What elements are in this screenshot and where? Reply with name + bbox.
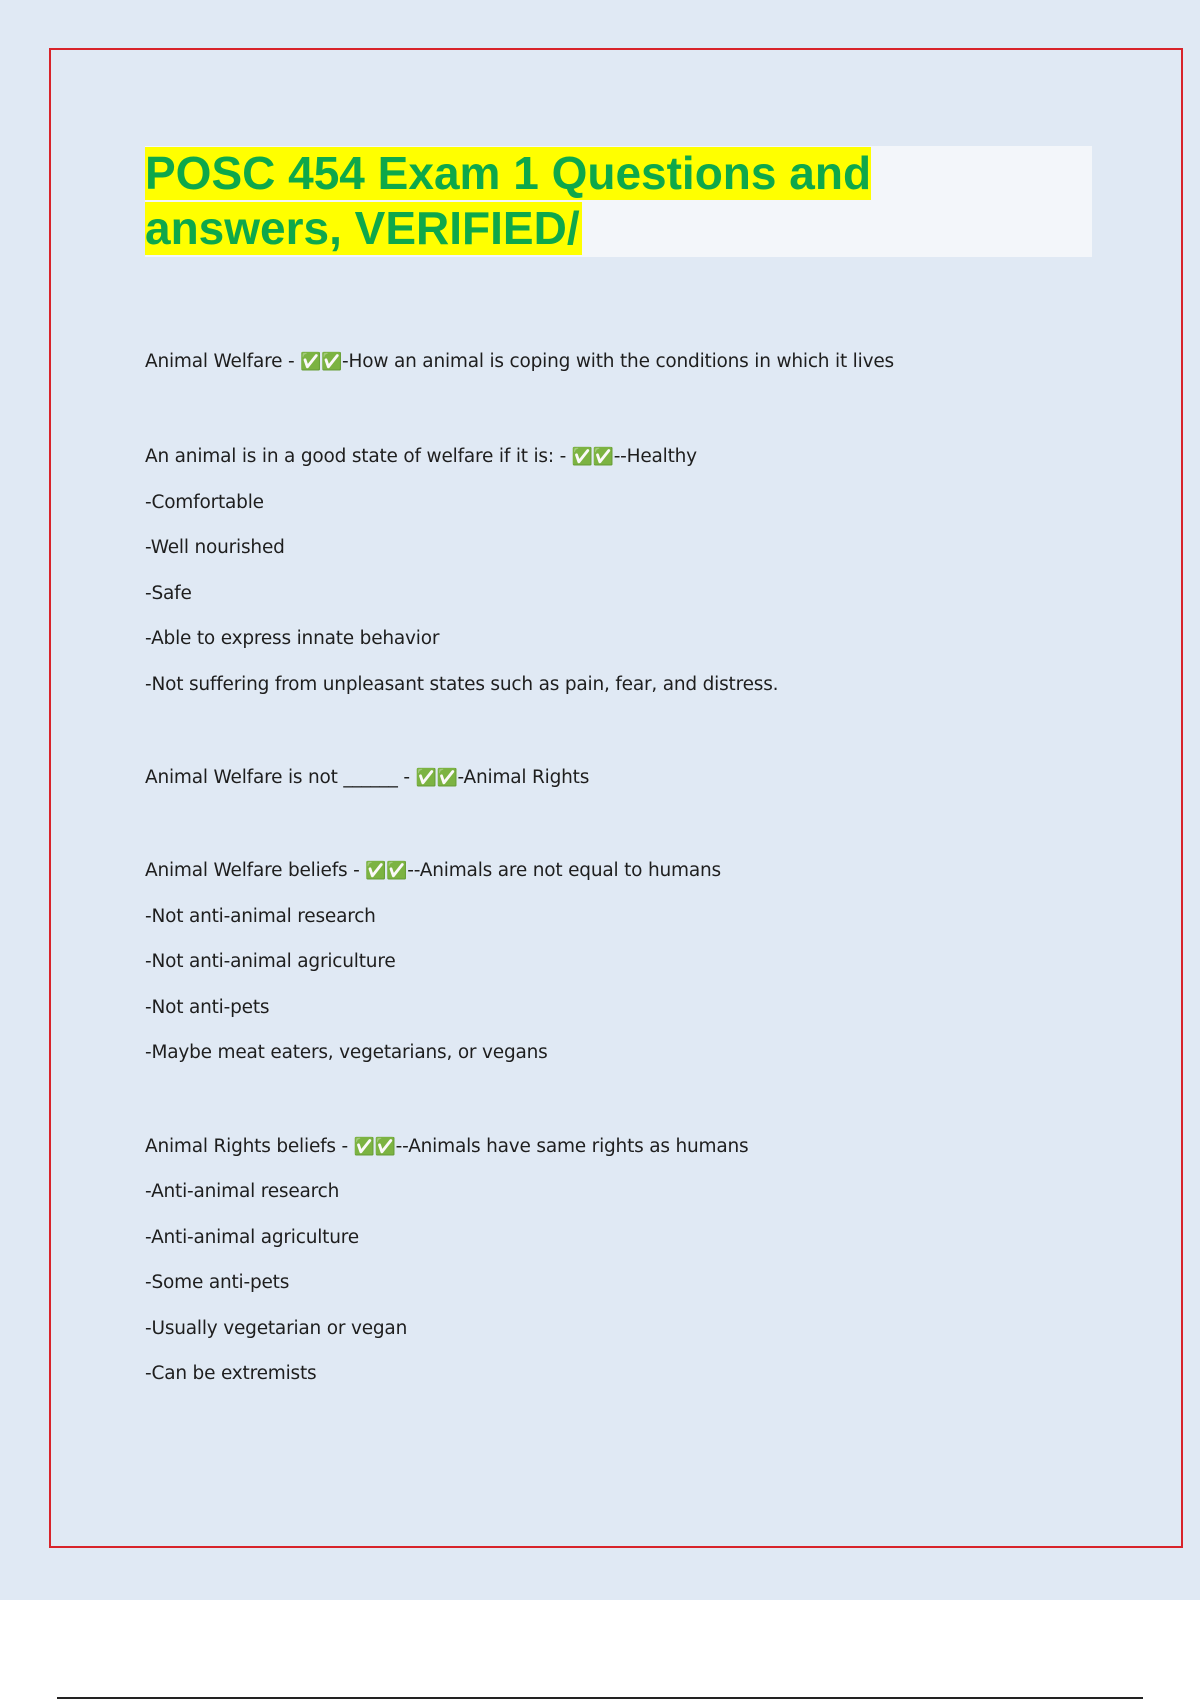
list-item: -Not suffering from unpleasant states such as pain, fear, and distress. — [145, 674, 779, 695]
list-item: -Able to express innate behavior — [145, 628, 440, 649]
entry-answer: -Animal Rights — [457, 767, 590, 788]
entry-term: An animal is in a good state of welfare if it is: - — [145, 446, 572, 467]
double-check-icon: ✅✅ — [365, 861, 408, 881]
entry-answer: -How an animal is coping with the conditions in which it lives — [342, 351, 894, 372]
document-title — [145, 146, 975, 256]
list-item: -Not anti-animal research — [145, 906, 376, 927]
entry-term: Animal Welfare - — [145, 351, 301, 372]
qa-entry-good-state — [145, 444, 697, 470]
entry-term: Animal Rights beliefs - — [145, 1136, 354, 1157]
list-item: -Safe — [145, 583, 192, 604]
list-item: -Usually vegetarian or vegan — [145, 1318, 408, 1339]
qa-entry-animal-welfare — [145, 349, 894, 375]
list-item: -Can be extremists — [145, 1363, 317, 1384]
list-item: -Anti-animal agriculture — [145, 1227, 359, 1248]
double-check-icon: ✅✅ — [415, 768, 458, 788]
double-check-icon: ✅✅ — [300, 352, 343, 372]
list-item: -Well nourished — [145, 537, 285, 558]
qa-entry-welfare-beliefs — [145, 858, 721, 884]
list-item: -Anti-animal research — [145, 1181, 340, 1202]
list-item: -Comfortable — [145, 492, 264, 513]
list-item: -Not anti-animal agriculture — [145, 951, 396, 972]
list-item: -Maybe meat eaters, vegetarians, or vegans — [145, 1042, 548, 1063]
double-check-icon: ✅✅ — [353, 1137, 396, 1157]
entry-term: Animal Welfare beliefs - — [145, 860, 366, 881]
qa-entry-welfare-is-not — [145, 765, 589, 791]
list-item: -Some anti-pets — [145, 1272, 290, 1293]
entry-answer: --Healthy — [613, 446, 697, 467]
list-item: -Not anti-pets — [145, 997, 270, 1018]
double-check-icon: ✅✅ — [571, 447, 614, 467]
qa-entry-rights-beliefs — [145, 1134, 748, 1160]
footer-divider — [57, 1697, 1143, 1699]
entry-term: Animal Welfare is not ______ - — [145, 767, 416, 788]
entry-answer: --Animals have same rights as humans — [395, 1136, 749, 1157]
document-title-text: POSC 454 Exam 1 Questions and answers, VERIFIED/ — [145, 147, 872, 254]
entry-answer: --Animals are not equal to humans — [407, 860, 721, 881]
